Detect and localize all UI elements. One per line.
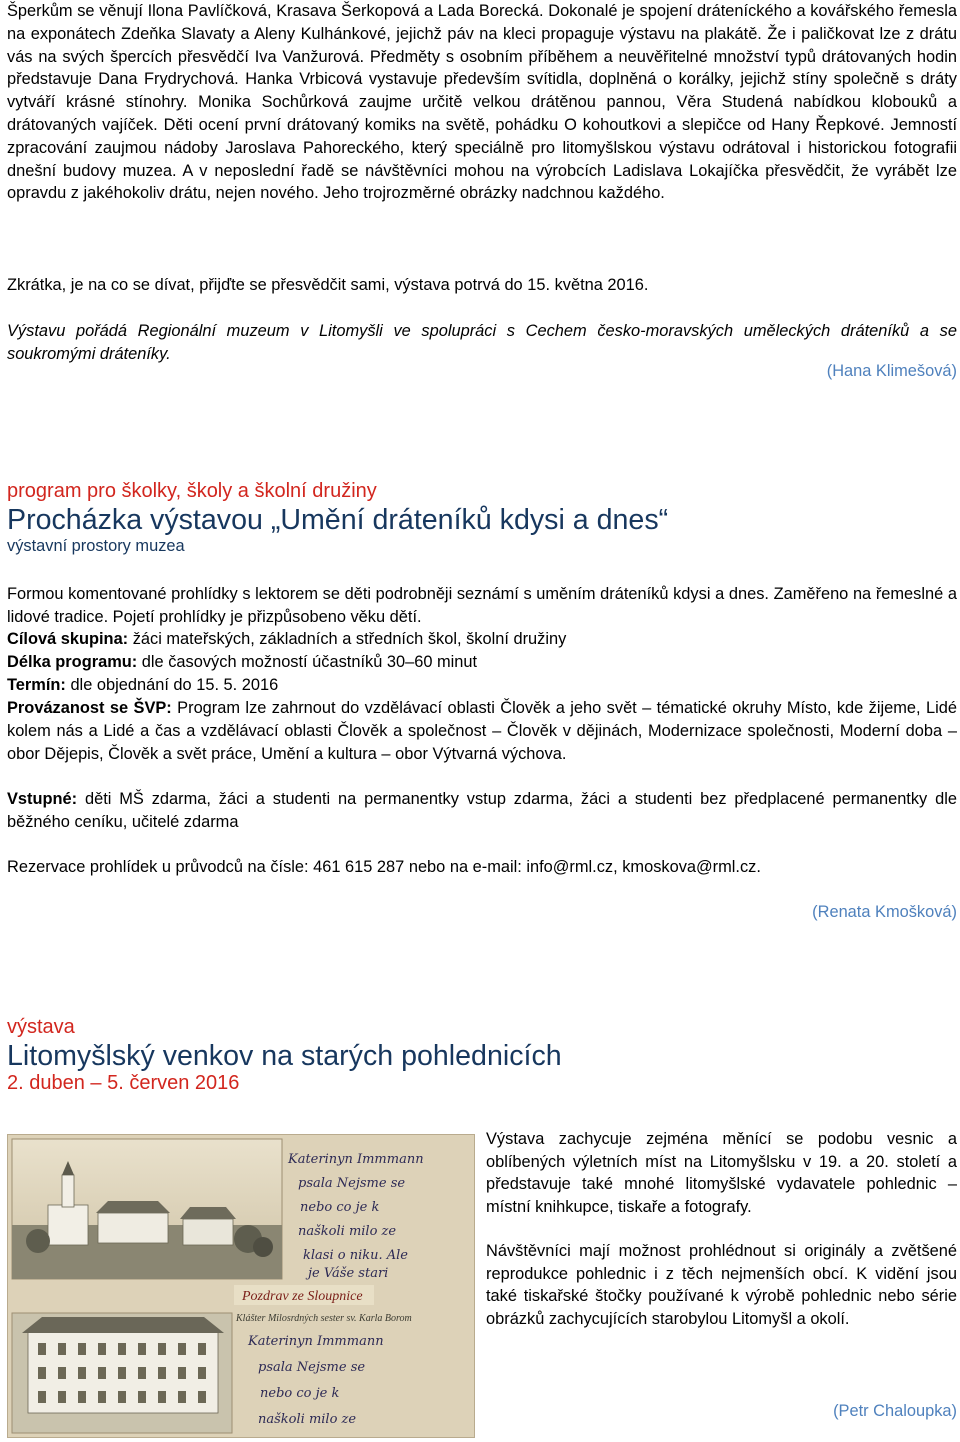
svg-text:Katerinyn Immmann: Katerinyn Immmann [288, 1152, 424, 1167]
target-group-label: Cílová skupina: [7, 630, 129, 648]
svp-value: Program lze zahrnout do vzdělávací oblasti Člověk a jeho svět – tématické okruhy Místo, kde žijeme, Lidé kolem nás a Lidé a čas a vzdělávací oblasti Člověk a společnost – Člověk v dějinách, Modernizace společnosti, Moderní doba – obor Dějepis, Člověk a svět práce, Umění a kultura – obor Výtvarná výchova. [7, 699, 957, 763]
length-value: dle časových možností účastníků 30–60 minut [137, 653, 478, 671]
svg-text:naškoli milo ze: naškoli milo ze [258, 1412, 357, 1427]
svg-text:je Váše stari: je Váše stari [308, 1266, 389, 1281]
intro-closing-paragraph: Zkrátka, je na co se dívat, přijďte se přesvědčit sami, výstava potrvá do 15. května 2016. [7, 276, 649, 294]
svg-text:Katerinyn Immmann: Katerinyn Immmann [248, 1334, 384, 1349]
author-signature-chaloupka: (Petr Chaloupka) [833, 1402, 957, 1420]
program-fee [7, 788, 957, 834]
length-label: Délka programu: [7, 653, 138, 671]
svp-label: Provázanost se ŠVP: [7, 699, 172, 717]
program-reservation: Rezervace prohlídek u průvodců na čísle: 461 615 287 nebo na e-mail: info@rml.cz, kmoskova@rml.cz. [7, 858, 761, 876]
postcard-illustration [8, 1135, 474, 1437]
exhibition-kicker: výstava [7, 1016, 75, 1038]
program-kicker: program pro školky, školy a školní družiny [7, 480, 377, 502]
svg-text:psala Nejsme se: psala Nejsme se [258, 1360, 366, 1375]
author-signature-klimesova: (Hana Klimešová) [826, 362, 957, 380]
term-value: dle objednání do 15. 5. 2016 [65, 676, 279, 694]
svg-text:nebo co je k: nebo co je k [260, 1386, 340, 1401]
program-target-group [7, 628, 957, 651]
svg-text:naškoli milo ze: naškoli milo ze [298, 1224, 397, 1239]
program-section [7, 480, 957, 557]
fee-value: děti MŠ zdarma, žáci a studenti na permanentky vstup zdarma, žáci a studenti bez předplacené permanentky dle běžného ceníku, učitelé zdarma [7, 790, 957, 831]
term-label: Termín: [7, 676, 66, 694]
intro-paragraph: Šperkům se věnují Ilona Pavlíčková, Krasava Šerkopová a Lada Borecká. Dokonalé je spojení dráteníckého a kovářského řemesla na exponátech Zdeňka Slavaty a Aleny Kulhánkové, jejichž páv na kleci propaguje výstavu na plakátě. Že i paličkovat lze z drátu vás na svých špercích přesvědčí Iva Vanžurová. Předměty s osobním příběhem a neuvěřitelné množství typů drátovaných hodin představuje Dana Frydrychová. Hanka Vrbicová vystavuje především svítidla, doplněná o korálky, jejichž stíny společně s dráty vytváří krásné stínohry. Monika Sochůrková zaujme určitě velkou drátěnou pannou, Věra Studená nabídkou klobouků a drátovaných vajíček. Děti ocení první drátovaný komiks na světě, pohádku O kohoutkovi a slepičce od Hany Řepkové. Jemností zpracování zaujmou nádoby Jaroslava Pahoreckého, který speciálně pro litomyšlskou výstavu odrátoval i historickou fotografii dnešní budovy muzea. A v neposlední řadě se návštěvníci mohou na výrobcích Ladislava Lokajíčka přesvědčit, že vyrábět lze opravdu z jakéhokoliv drátu, nejen nového. Jeho trojrozměrné obrázky nadchnou každého. [7, 2, 957, 203]
program-svp [7, 697, 957, 765]
program-description: Formou komentované prohlídky s lektorem se děti podrobněji seznámí s uměním dráteníků kdysi a dnes. Zaměřeno na řemeslné a lidové tradice. Pojetí prohlídky je přizpůsobeno věku dětí. [7, 585, 957, 626]
program-location: výstavní prostory muzea [7, 537, 185, 555]
postcard-image [7, 1134, 475, 1438]
program-term [7, 674, 957, 697]
program-length [7, 651, 957, 674]
organizer-note: Výstavu pořádá Regionální muzeum v Litomyšli ve spolupráci s Cechem česko-moravských uměleckých dráteníků a se soukromými dráteníky. [7, 322, 957, 363]
exhibition-paragraph-1: Výstava zachycuje zejména měnící se podobu vesnic a oblíbených výletních míst na Litomyšlsku v 19. a 20. století a představuje také mnohé litomyšlské vydavatele pohlednic – místní knihkupce, tiskaře a fotografy. [486, 1130, 957, 1216]
program-title: Procházka výstavou „Umění dráteníků kdysi a dnes“ [7, 504, 669, 536]
exhibition-section [7, 1016, 957, 1095]
exhibition-title: Litomyšlský venkov na starých pohlednicích [7, 1040, 562, 1072]
exhibition-paragraph-2: Návštěvníci mají možnost prohlédnout si originály a zvětšené reprodukce pohlednic i z těch nejmenších obcí. K vidění jsou také tiskařské štočky používané k výrobě pohlednic nebo série obrázků zachycujících starobylou Litomyšl a okolí. [486, 1242, 957, 1328]
author-signature-kmoskova: (Renata Kmošková) [812, 903, 957, 921]
exhibition-dates: 2. duben – 5. červen 2016 [7, 1072, 240, 1094]
svg-text:psala Nejsme se: psala Nejsme se [298, 1176, 406, 1191]
svg-text:klasi o niku. Ale: klasi o niku. Ale [303, 1248, 408, 1263]
postcard-greeting: Pozdrav ze Sloupnice [242, 1289, 363, 1304]
exhibition-side-text [486, 1128, 957, 1330]
target-group-value: žáci mateřských, základních a středních škol, školní družiny [128, 630, 567, 648]
fee-label: Vstupné: [7, 790, 78, 808]
postcard-caption: Klášter Milosrdných sester sv. Karla Borom [236, 1313, 412, 1324]
svg-text:nebo co je k: nebo co je k [300, 1200, 380, 1215]
